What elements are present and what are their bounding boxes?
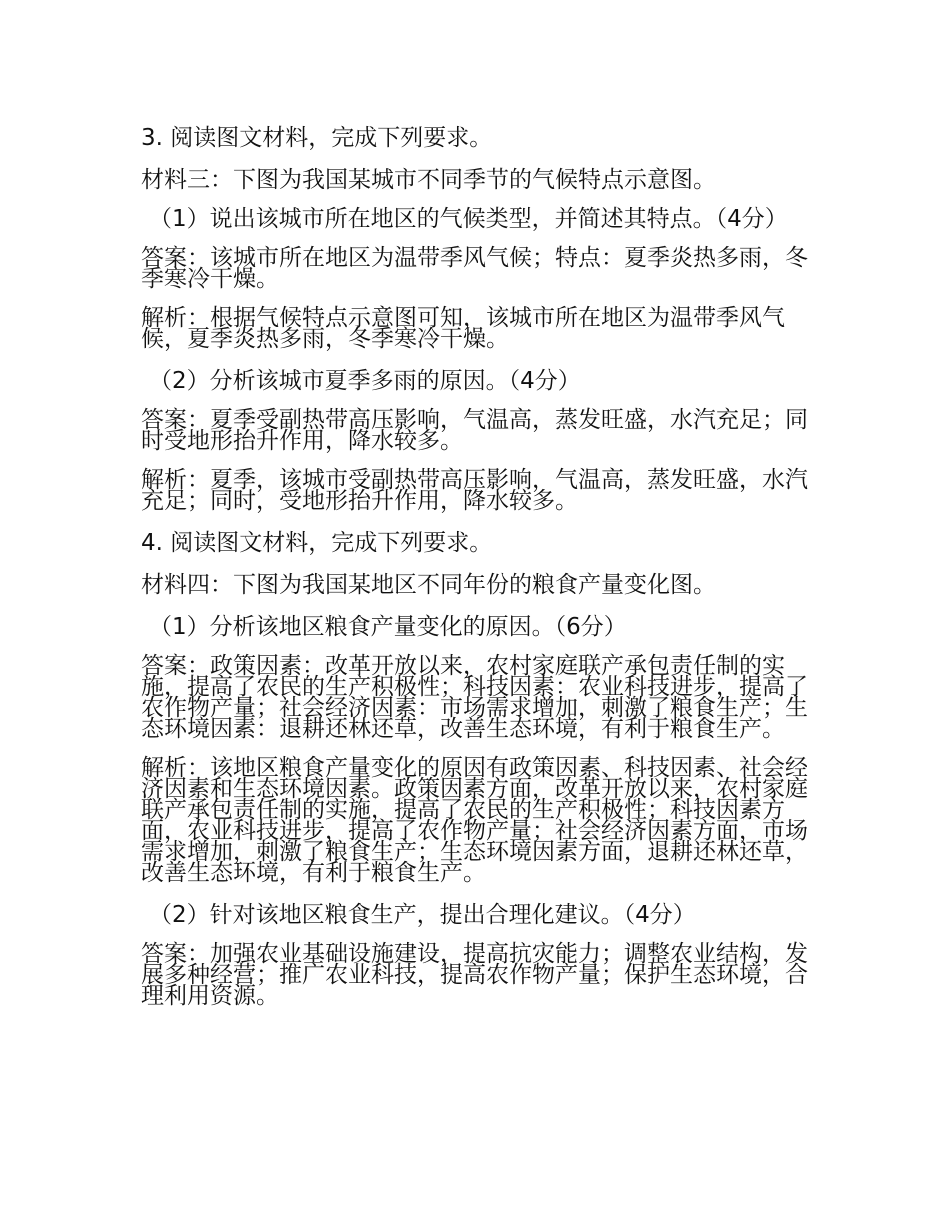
q4-heading: 4. 阅读图文材料，完成下列要求。 [141,530,493,556]
document-page [141,125,813,1007]
q3-sub1-question: （1）说出该城市所在地区的气候类型，并简述其特点。（4分） [149,206,788,232]
q4-sub1-question: （1）分析该地区粮食产量变化的原因。（6分） [149,614,627,640]
q3-sub1-answer: 答案：该城市所在地区为温带季风气候；特点：夏季炎热多雨，冬季寒冷干燥。 [141,245,808,292]
q3-heading: 3. 阅读图文材料，完成下列要求。 [141,125,493,151]
q3-sub2-question: （2）分析该城市夏季多雨的原因。（4分） [149,368,581,394]
q4-sub1-answer: 答案：政策因素：改革开放以来，农村家庭联产承包责任制的实施，提高了农民的生产积极性；科技因素：农业科技进步，提高了农作物产量；社会经济因素：市场需求增加，刺激了粮食生产；生态环境因素：退耕还林还草，改善生态环境，有利于粮食生产。 [141,653,808,742]
q3-sub1-analysis: 解析：根据气候特点示意图可知，该城市所在地区为温带季风气候，夏季炎热多雨，冬季寒冷干燥。 [141,305,785,352]
q4-sub2-answer: 答案：加强农业基础设施建设，提高抗灾能力；调整农业结构，发展多种经营；推广农业科技，提高农作物产量；保护生态环境，合理利用资源。 [141,941,808,1009]
q3-sub2-answer: 答案：夏季受副热带高压影响，气温高，蒸发旺盛，水汽充足；同时受地形抬升作用，降水较多。 [141,407,808,454]
q3-material: 材料三：下图为我国某城市不同季节的气候特点示意图。 [141,167,716,193]
q4-material: 材料四：下图为我国某地区不同年份的粮食产量变化图。 [141,572,716,598]
q4-sub1-analysis: 解析：该地区粮食产量变化的原因有政策因素、科技因素、社会经济因素和生态环境因素。政策因素方面，改革开放以来，农村家庭联产承包责任制的实施，提高了农民的生产积极性；科技因素方面，农业科技进步，提高了农作物产量；社会经济因素方面，市场需求增加，刺激了粮食生产；生态环境因素方面，退耕还林还草，改善生态环境，有利于粮食生产。 [141,755,808,886]
q4-sub2-question: （2）针对该地区粮食生产，提出合理化建议。（4分） [149,902,696,928]
q3-sub2-analysis: 解析：夏季，该城市受副热带高压影响，气温高，蒸发旺盛，水汽充足；同时，受地形抬升作用，降水较多。 [141,467,808,514]
